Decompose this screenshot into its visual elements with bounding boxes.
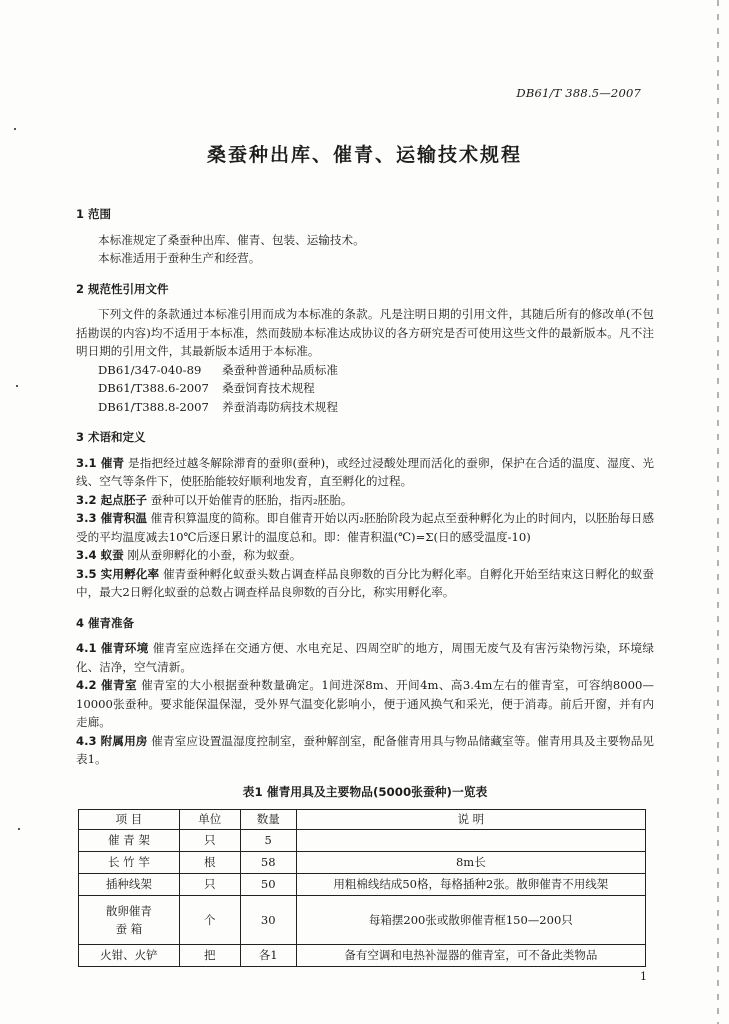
term-3-3	[76, 509, 654, 546]
clause-4-1	[76, 639, 654, 676]
clause-text: 催青室的大小根据蚕种数量确定。1间进深8m、开间4m、高3.4m左右的催青室，可容纳8000—10000张蚕种。要求能保温保湿，受外界气温变化影响小，便于通风换气和采光，便于消毒。前后开窗，并有内走廊。	[76, 678, 654, 729]
scan-edge-line	[717, 0, 719, 1024]
term-text: 催青蚕种孵化蚁蚕头数占调查样品良卵数的百分比为孵化率。自孵化开始至结束这日孵化的蚁蚕中，最大2日孵化蚁蚕的总数占调查样品良卵数的百分比，称实用孵化率。	[76, 566, 654, 599]
term-text: 是指把经过越冬解除滞育的蚕卵(蚕种)，或经过浸酸处理而活化的蚕卵，保护在合适的温度、湿度、光线、空气等条件下，使胚胎能较好顺利地发育，直至孵化的过程。	[76, 455, 654, 488]
table-row	[79, 945, 646, 967]
reference-code: DB61/T388.6-2007	[98, 381, 209, 395]
section-2-heading: 2 规范性引用文件	[76, 281, 169, 296]
table-cell: 5	[240, 830, 296, 852]
table-header-row	[79, 810, 646, 830]
section-1-para-2: 本标准适用于蚕种生产和经营。	[98, 251, 261, 265]
reference-item	[76, 398, 654, 417]
section-1-heading: 1 范围	[76, 207, 112, 221]
column-header: 单位	[179, 810, 240, 830]
table-cell: 长 竹 竿	[79, 852, 180, 874]
table-cell: 插种线架	[79, 874, 180, 896]
clause-4-2	[76, 676, 654, 732]
page-number: 1	[640, 970, 647, 983]
reference-code: DB61/T388.8-2007	[98, 399, 209, 414]
table-cell: 只	[179, 830, 240, 852]
table-cell: 火钳、火铲	[79, 945, 180, 967]
section-2-para-1: 下列文件的条款通过本标准引用而成为本标准的条款。凡是注明日期的引用文件，其随后所有的修改单(不包括勘误的内容)均不适用于本标准，然而鼓励本标准达成协议的各方研究是否可使用这些文件的最新版本。凡不注明日期的引用文件，其最新版本适用于本标准。	[76, 307, 654, 358]
term-3-4	[76, 546, 654, 565]
scan-speck	[18, 828, 20, 830]
term-text: 蚕种可以开始催青的胚胎，指丙₂胚胎。	[146, 492, 353, 507]
column-header: 说 明	[296, 810, 645, 830]
table-row	[79, 830, 646, 852]
table-cell: 散卵催青 蚕 箱	[79, 896, 180, 945]
table-cell: 50	[240, 874, 296, 896]
table-row	[79, 874, 646, 896]
term-label: 3.1 催青	[76, 455, 125, 470]
column-header: 数量	[240, 810, 296, 830]
clause-text: 催青室应选择在交通方便、水电充足、四周空旷的地方，周围无废气及有害污染物污染，环境绿化、洁净，空气清新。	[76, 641, 654, 674]
table-row	[79, 896, 646, 945]
section-3-heading: 3 术语和定义	[76, 430, 146, 444]
table-row	[79, 852, 646, 874]
term-label: 3.5 实用孵化率	[76, 566, 160, 581]
term-3-2	[76, 491, 654, 510]
table-cell: 个	[179, 896, 240, 945]
table-cell: 58	[240, 852, 296, 874]
table-cell: 只	[179, 874, 240, 896]
scan-speck	[16, 385, 18, 387]
table-cell: 30	[240, 896, 296, 945]
term-text: 催青积算温度的简称。即自催青开始以丙₂胚胎阶段为起点至蚕种孵化为止的时间内，以胚胎每日感受的平均温度减去10℃后逐日累计的温度总和。即：催青积温(℃)=Σ(日的感受温度-10)	[76, 511, 654, 544]
table-cell: 用粗棉线结成50格，每格插种2张。散卵催青不用线架	[296, 874, 645, 896]
clause-text: 催青室应设置温湿度控制室，蚕种解剖室，配备催青用具与物品储藏室等。催青用具及主要物品见表1。	[76, 733, 654, 766]
section-4-heading: 4 催青准备	[76, 615, 135, 630]
term-label: 3.4 蚁蚕	[76, 548, 124, 562]
clause-label: 4.2 催青室	[76, 678, 138, 692]
term-label: 3.3 催青积温	[76, 511, 147, 525]
table-cell: 催 青 架	[79, 830, 180, 852]
term-3-5	[76, 565, 654, 602]
table-caption: 表1 催青用具及主要物品(5000张蚕种)一览表	[242, 784, 488, 799]
table-cell: 8m长	[296, 852, 645, 874]
scan-speck	[14, 128, 16, 130]
reference-name: 桑蚕种普通种品质标准	[222, 362, 338, 377]
clause-4-3	[76, 732, 654, 769]
table-cell: 各1	[240, 945, 296, 967]
column-header: 项 目	[79, 810, 180, 830]
document-body	[76, 205, 654, 967]
equipment-table	[78, 809, 646, 967]
term-3-1	[76, 454, 654, 491]
term-label: 3.2 起点胚子	[76, 492, 147, 507]
reference-item	[76, 361, 654, 380]
standard-code: DB61/T 388.5—2007	[516, 86, 641, 100]
table-cell: 把	[179, 945, 240, 967]
table-cell: 备有空调和电热补湿器的催青室，可不备此类物品	[296, 945, 645, 967]
term-text: 刚从蚕卵孵化的小蚕，称为蚁蚕。	[123, 548, 302, 562]
clause-label: 4.1 催青环境	[76, 641, 149, 655]
table-cell	[296, 830, 645, 852]
table-cell: 根	[179, 852, 240, 874]
section-1-para-1: 本标准规定了桑蚕种出库、催青、包装、运输技术。	[98, 232, 365, 247]
reference-code: DB61/347-040-89	[98, 362, 202, 377]
table-cell: 每箱摆200张或散卵催青框150—200只	[296, 896, 645, 945]
reference-item	[76, 379, 654, 398]
reference-name: 养蚕消毒防病技术规程	[222, 399, 338, 414]
clause-label: 4.3 附属用房	[76, 733, 148, 748]
reference-name: 桑蚕饲育技术规程	[222, 381, 315, 395]
document-title: 桑蚕种出库、催青、运输技术规程	[206, 144, 522, 166]
